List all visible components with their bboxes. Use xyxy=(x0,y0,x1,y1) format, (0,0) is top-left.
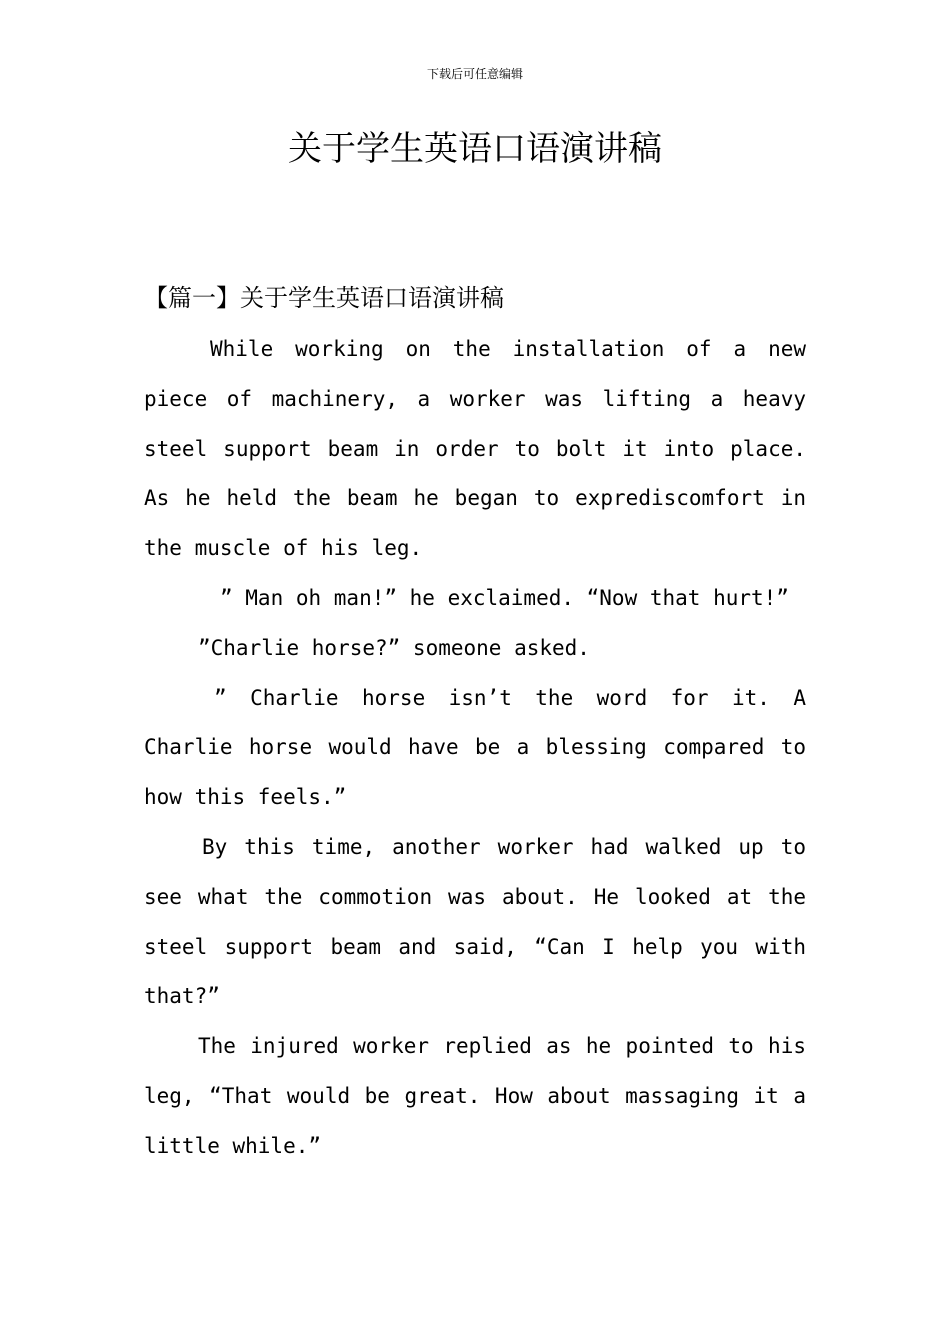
page-title: 关于学生英语口语演讲稿 xyxy=(288,129,662,169)
paragraph: By this time, another worker had walked up to see what the commotion was about. He looked at the steel support beam and said, “Can I help you with that?” xyxy=(144,834,806,1009)
section-heading: 【篇一】关于学生英语口语演讲稿 xyxy=(144,284,504,312)
paragraph: ”Charlie horse?” someone asked. xyxy=(198,635,590,660)
download-note: 下载后可任意编辑 xyxy=(426,67,523,81)
article-body xyxy=(144,325,806,1172)
paragraph: ” Man oh man!” he exclaimed. “Now that hurt!” xyxy=(220,585,789,610)
paragraph: While working on the installation of a new piece of machinery, a worker was lifting a heavy steel support beam in order to bolt it into place. As he held the beam he began to exprediscomfort in the muscle of his leg. xyxy=(144,337,806,561)
paragraph: The injured worker replied as he pointed to his leg, “That would be great. How about massaging it a little while.” xyxy=(144,1034,806,1158)
paragraph: ” Charlie horse isn’t the word for it. A Charlie horse would have be a blessing compared to how this feels.” xyxy=(144,685,806,810)
